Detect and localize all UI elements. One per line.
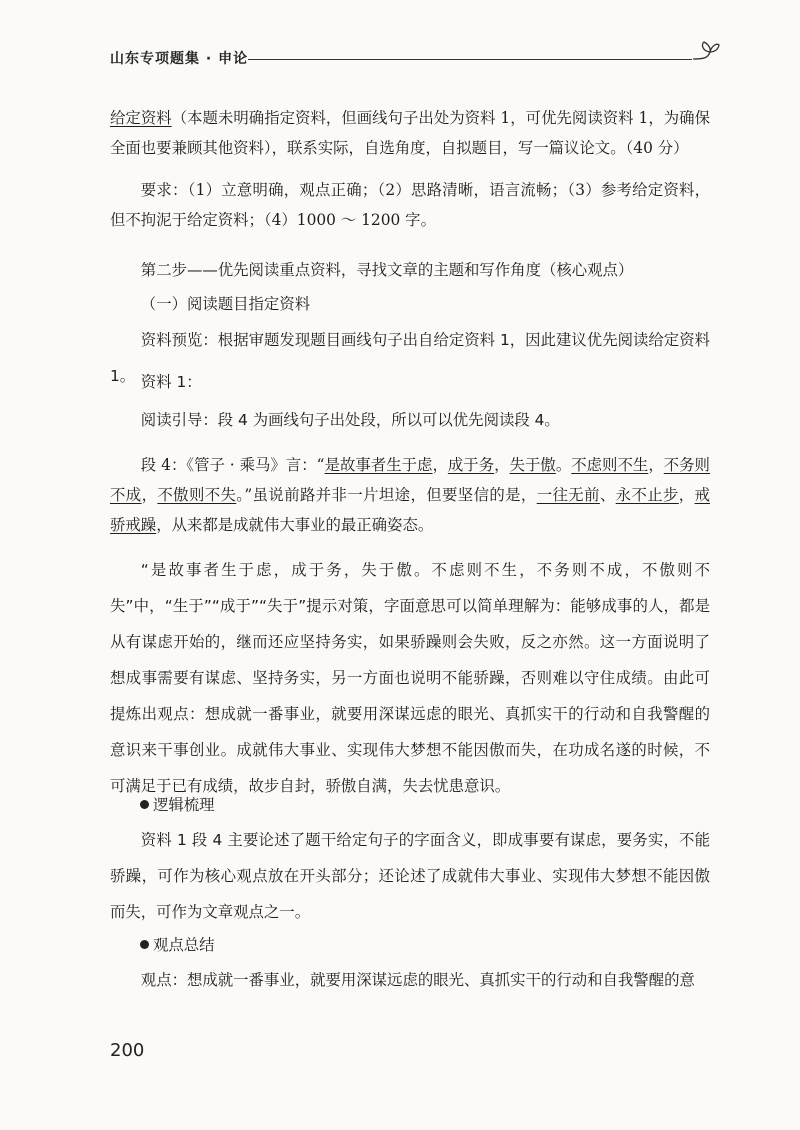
quote-underline: 成于务 — [447, 456, 495, 474]
step2-heading: 第二步——优先阅读重点资料，寻找文章的主题和写作角度（核心观点） — [140, 261, 634, 279]
logic-paragraph: 资料 1 段 4 主要论述了题干给定句子的字面含义，即成事要有谋虑，要务实，不能骄躁，可作为核心观点放在开头部分；还论述了成就伟大事业、实现伟大梦想不能因傲而失，可作为文章观点之一。 — [110, 831, 710, 921]
header-rule — [248, 59, 692, 60]
logic-heading: 逻辑梳理 — [140, 790, 215, 820]
phrase-underline: 一往无前 — [536, 486, 600, 504]
header-title: 山东专项题集 · 申论 — [110, 51, 249, 67]
summary-heading: 观点总结 — [140, 930, 215, 960]
sprout-icon — [690, 40, 720, 68]
given-materials-underlined: 给定资料 — [110, 109, 172, 127]
reading-guide: 阅读引导：段 4 为画线句子出处段，所以可以优先阅读段 4。 — [140, 411, 560, 429]
quote-underline: 不虑则不生 — [571, 456, 649, 474]
phrase-underline: 戒骄戒躁 — [110, 486, 710, 534]
phrase-underline: 永不止步 — [615, 486, 679, 504]
summary-paragraph: 观点：想成就一番事业，就要用深谋远虑的眼光、真抓实干的行动和自我警醒的意 — [140, 971, 695, 989]
step2-subheading: （一）阅读题目指定资料 — [140, 295, 311, 313]
material-label: 资料 1： — [140, 373, 202, 391]
quote-underline: 失于傲 — [509, 456, 556, 474]
quote-underline: 不傲则不失 — [157, 486, 237, 504]
paragraph-4: 段 4：《管子 · 乘马》言：“是故事者生于虑，成于务，失于傲。不虑则不生，不务则不成，不傲则不失。”虽说前路并非一片坦途，但要坚信的是，一往无前、永不止步，戒骄戒躁，从来都是成就伟大事业的最正确姿态。 — [110, 456, 710, 534]
bullet-icon — [140, 940, 149, 949]
quote-underline: 不务则不成 — [110, 456, 710, 504]
requirements-paragraph: 要求：（1）立意明确，观点正确；（2）思路清晰，语言流畅；（3）参考给定资料，但不拘泥于给定资料；（4）1000 ～ 1200 字。 — [110, 181, 710, 229]
bullet-icon — [140, 800, 149, 809]
intro-paragraph-1-text: （本题未明确指定资料，但画线句子出处为资料 1，可优先阅读资料 1，为确保全面也要兼顾其他资料），联系实际，自选角度，自拟题目，写一篇议论文。（40 分） — [110, 109, 710, 157]
page-header — [110, 40, 720, 70]
page-number: 200 — [110, 1040, 145, 1061]
intro-paragraph-1 — [110, 103, 710, 163]
material-preview: 资料预览：根据审题发现题目画线句子出自给定资料 1，因此建议优先阅读给定资料 1。 — [110, 331, 710, 385]
analysis-paragraph: “是故事者生于虑，成于务，失于傲。不虑则不生，不务则不成，不傲则不失”中，“生于”“成于”“失于”提示对策，字面意思可以简单理解为：能够成事的人，都是从有谋虑开始的，继而还应坚持务实，如果骄躁则会失败，反之亦然。这一方面说明了想成事需要有谋虑、坚持务实，另一方面也说明不能骄躁，否则难以守住成绩。由此可提炼出观点：想成就一番事业，就要用深谋远虑的眼光、真抓实干的行动和自我警醒的意识来干事创业。成就伟大事业、实现伟大梦想不能因傲而失，在功成名遂的时候，不可满足于已有成绩，故步自封，骄傲自满，失去忧患意识。 — [110, 561, 710, 795]
quote-underline: 是故事者生于虑 — [324, 456, 433, 474]
